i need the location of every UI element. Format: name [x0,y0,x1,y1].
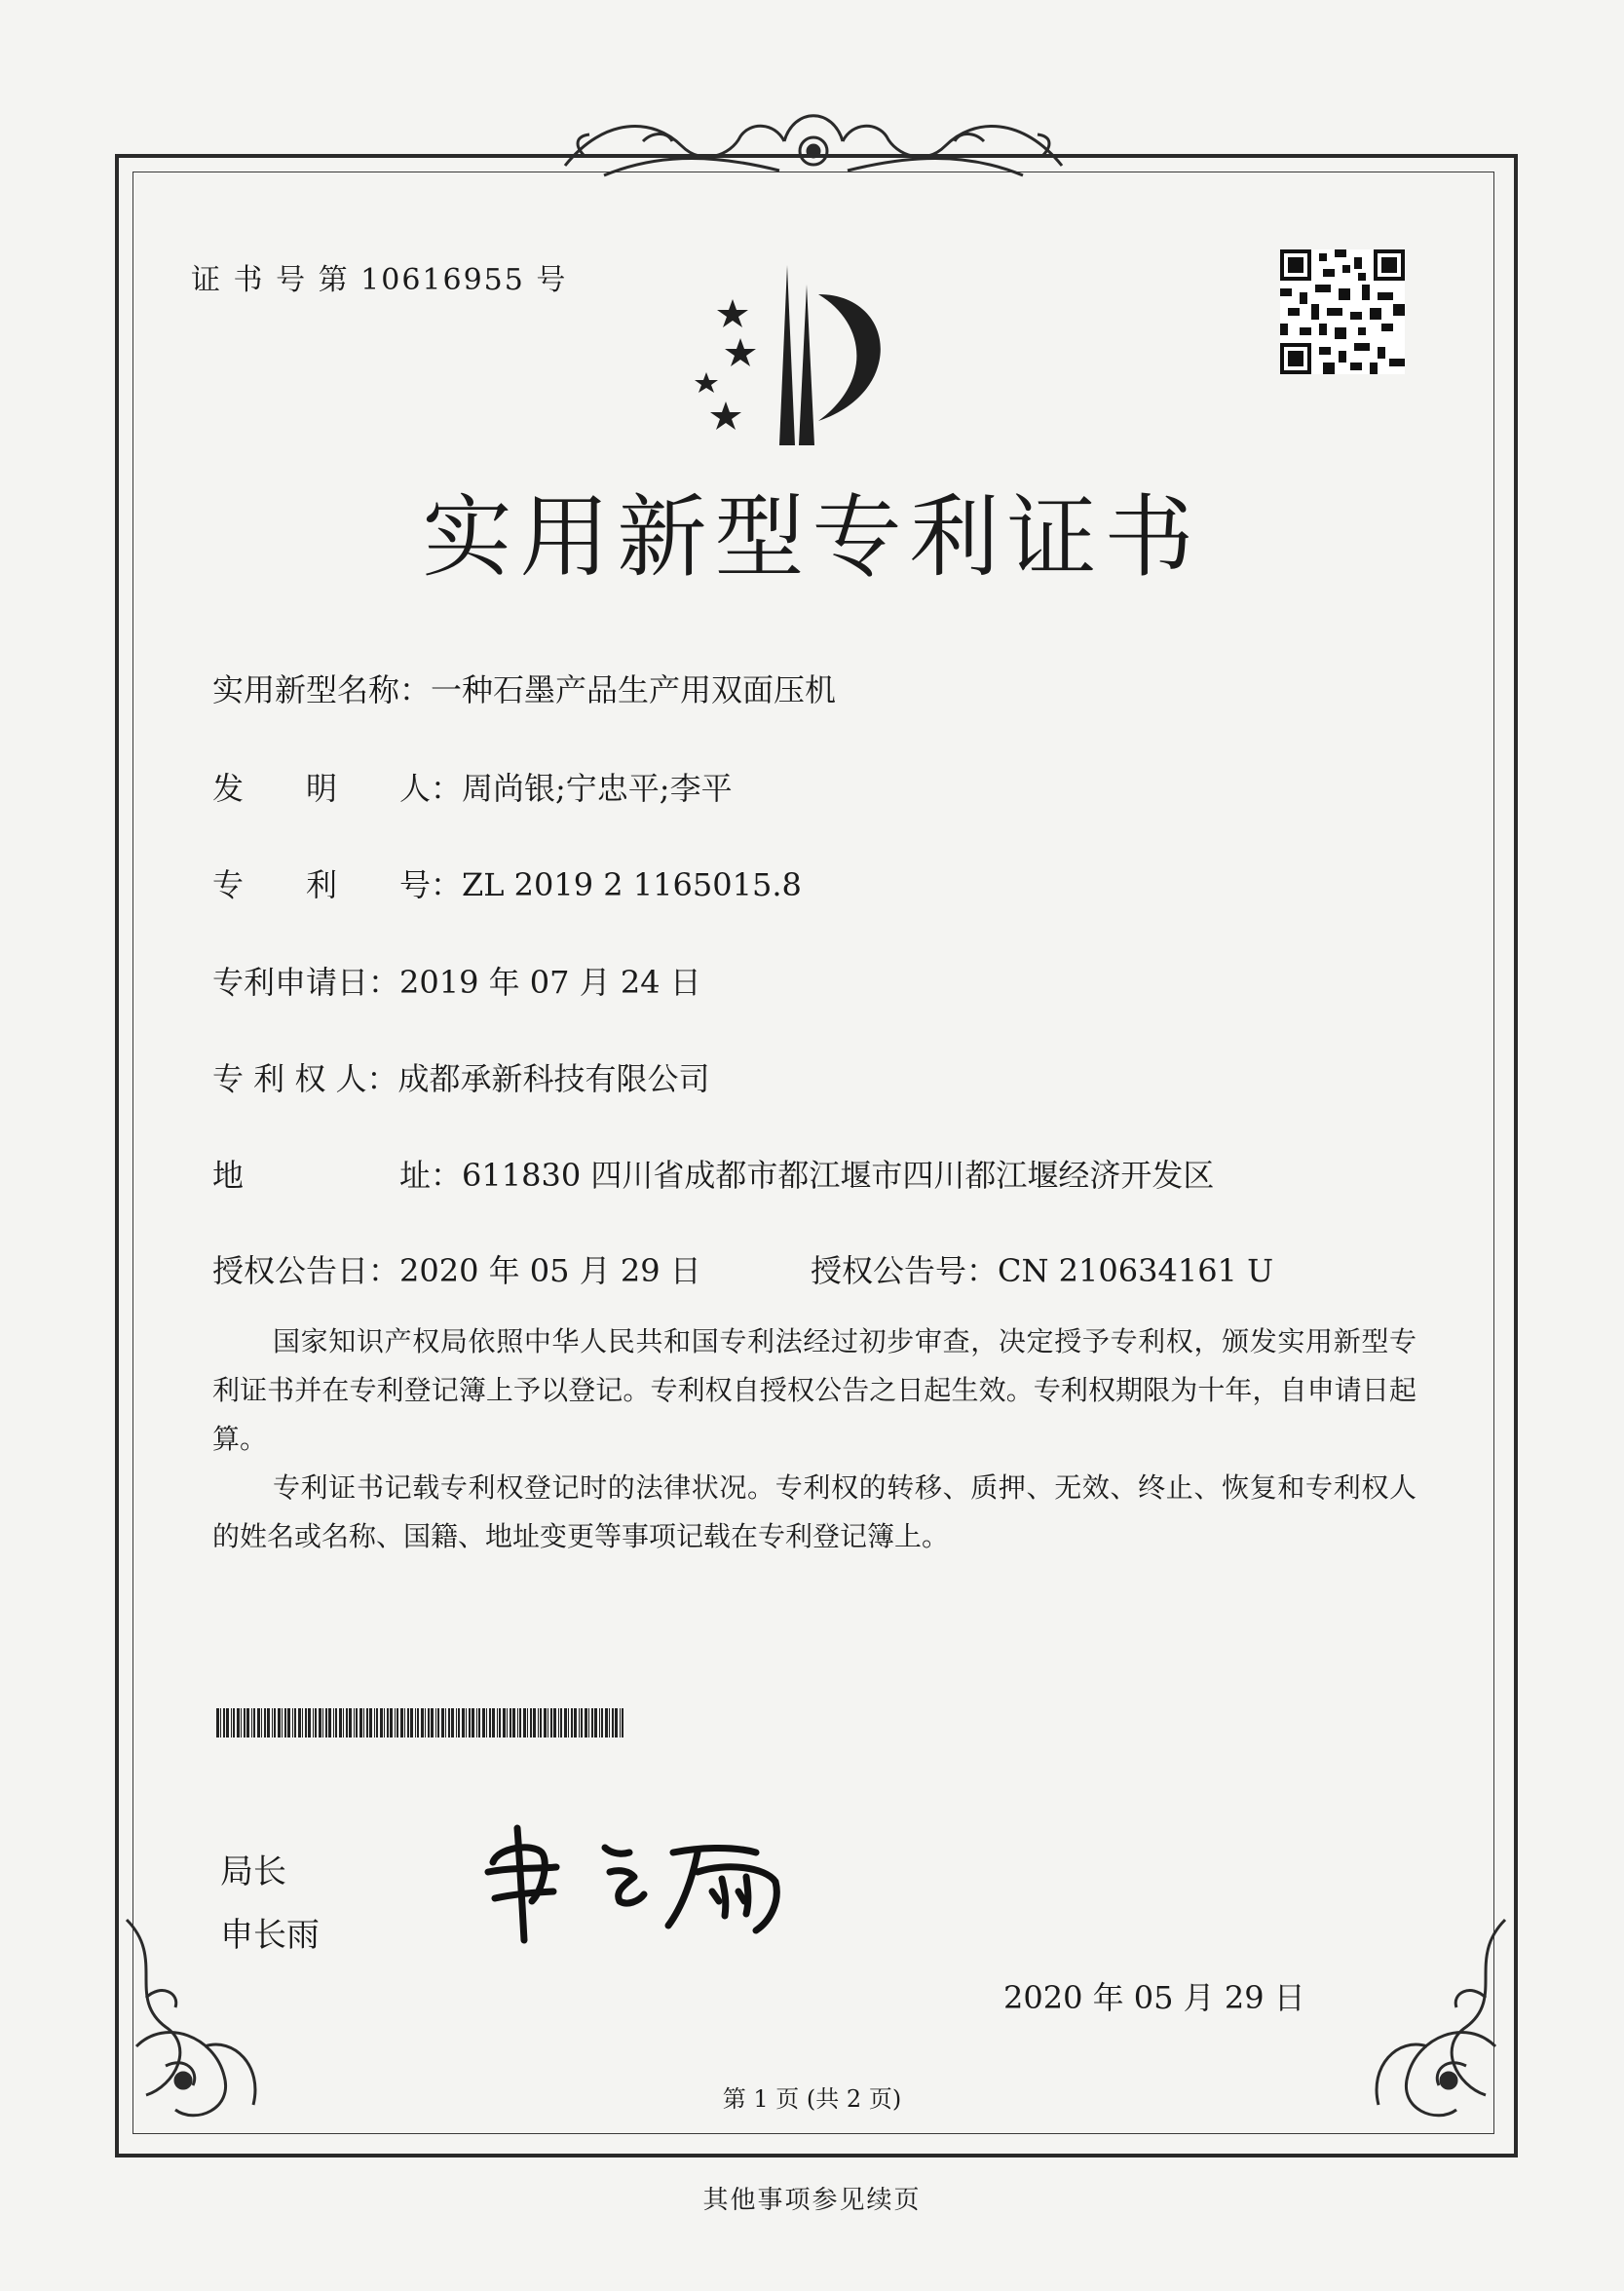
filing-date-value: 2019 年 07 月 24 日 [399,964,701,1001]
qr-code-icon [1280,249,1405,374]
inventor-row [212,764,733,809]
grant-number-row [811,1246,1273,1291]
inventor-value: 周尚银;宁忠平;李平 [462,770,733,807]
filing-date-label: 专利申请日： [212,964,400,1001]
patent-number-label: 专 利 号： [212,866,463,903]
utility-model-name-value: 一种石墨产品生产用双面压机 [431,671,837,708]
certificate-number: 证 书 号 第 10616955 号 [191,263,568,297]
utility-model-name-label: 实用新型名称： [212,671,432,708]
address-label: 地 址： [212,1157,463,1194]
page-title: 实用新型专利证书 [422,485,1202,590]
sign-date: 2020 年 05 月 29 日 [1003,1979,1305,2016]
patent-number-row [212,860,802,905]
grant-number-label: 授权公告号： [811,1252,999,1289]
director-title: 局长 [220,1852,286,1891]
address-value: 611830 四川省成都市都江堰市四川都江堰经济开发区 [462,1157,1215,1194]
patent-number-value: ZL 2019 2 1165015.8 [462,866,802,903]
legal-status-paragraph: 专利证书记载专利权登记时的法律状况。专利权的转移、质押、无效、终止、恢复和专利权人的姓名或名称、国籍、地址变更等事项记载在专利登记簿上。 [212,1471,1416,1552]
utility-model-name-row [212,666,836,710]
emblem-icon [672,255,916,450]
grant-statement-paragraph: 国家知识产权局依照中华人民共和国专利法经过初步审查，决定授予专利权，颁发实用新型专利证书并在专利登记簿上予以登记。专利权自授权公告之日起生效。专利权期限为十年，自申请日起算。 [212,1325,1416,1455]
grant-date-value: 2020 年 05 月 29 日 [399,1252,701,1289]
signature-icon [473,1809,824,1945]
barcode-icon [216,1708,625,1737]
grant-number-value: CN 210634161 U [998,1252,1274,1289]
page-indicator: 第 1 页 (共 2 页) [722,2085,902,2113]
grant-date-row [212,1246,701,1291]
filing-date-row [212,958,701,1003]
top-ornament-icon [546,97,1081,190]
patentee-label: 专 利 权 人： [212,1060,398,1097]
address-row [212,1151,1214,1196]
inventor-label: 发 明 人： [212,770,463,807]
footer-note: 其他事项参见续页 [702,2186,922,2215]
grant-date-label: 授权公告日： [212,1252,400,1289]
director-name: 申长雨 [220,1916,320,1955]
patentee-value: 成都承新科技有限公司 [397,1060,710,1097]
patentee-row [212,1054,710,1099]
